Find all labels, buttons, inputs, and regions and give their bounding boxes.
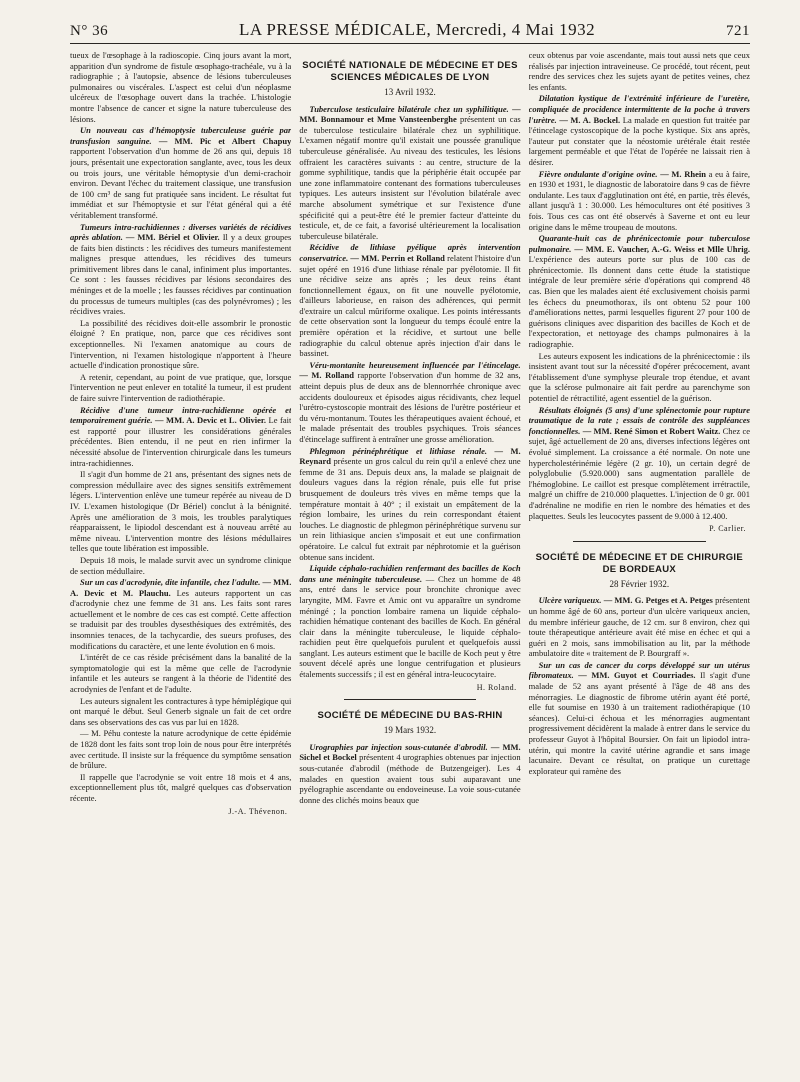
session-date: 19 Mars 1932. <box>383 725 437 736</box>
abstract-body: — Chez un homme de 48 ans, entré dans le service pour bronchite chronique avec laryngite, MM. Favre et Amic ont vu apparaître un syndrome méningé ; la ponction lombaire ramena un liquide céphalo-rachidien hématique contenant des bacilles de Koch. En général clair dans la méningite tuberculeuse, le liquide céphalo-rachidien peut être quelquefois purulent et quelquefois aussi sanglant. Les auteurs estiment que le bacille de Koch peut y être souvent décelé après une longue centrifugation et plusieurs étalements successifs ; il est en général intra-leucocytaire. <box>299 573 521 680</box>
section-divider <box>344 699 477 700</box>
abstract <box>70 125 291 220</box>
abstract-body: a eu à faire, en 1930 et 1931, le diagnostic de laboratoire dans 9 cas de fièvre ondulante. Les taux d'agglutination ont été, en partie, très élevés, allant jusqu'à 1 : 30.000. Les hémocultures ont été positives 3 fois. Tous ces cas ont été observés à Saverne et ont eu leur origine dans le même troupeau de moutons. <box>528 168 750 232</box>
abstract-authors: — MM. Sichel et Bockel <box>299 741 521 763</box>
abstract <box>529 660 750 777</box>
abstract-title: Récidive de lithiase pyélique après intervention conservatrice. <box>299 242 521 263</box>
abstract-body: La malade en question fut traitée par l'étincelage cystoscopique de la poche kystique. Six ans après, l'auteur put constater que la néostomie urétérale était restée largement perméable et que l'état de l'opérée ne laissait rien à désirer. <box>528 114 750 167</box>
abstract-authors: — MM. Perrin et Rolland <box>350 252 445 263</box>
abstract <box>529 93 750 167</box>
abstract-authors: — M. A. Bockel. <box>559 114 621 125</box>
abstract <box>529 233 750 350</box>
paragraph: Depuis 18 mois, le malade survit avec un syndrome clinique de section médullaire. <box>70 554 292 576</box>
society-heading: SOCIÉTÉ NATIONALE DE MÉDECINE ET DES SCIENCES MÉDICALES DE LYON <box>302 60 518 83</box>
page-number: 721 <box>725 23 750 39</box>
abstract <box>70 405 291 469</box>
abstract-authors: — MM. Bonnamour et Mme Vansteenberghe <box>299 103 521 125</box>
abstract-authors: — M. Rolland <box>299 370 354 381</box>
abstract-body: présentent un homme âgé de 60 ans, porteur d'un ulcère variqueux ancien, du membre inférieur gauche, de 12 cm. sur 8 environ, chez qui toute thérapeutique antérieure avait été mise en échec et qui a guéri en 2 mois, sans immobilisation au lit, par la méthode ambulatoire dite « traitement de P. Bourgraff ». <box>528 595 750 659</box>
abstract-title: Quarante-huit cas de phrénicectomie pour tuberculose pulmonaire. <box>528 233 750 254</box>
signature: H. Roland. <box>476 682 517 692</box>
section-divider <box>573 541 706 542</box>
abstract-title: Tumeurs intra-rachidiennes : diverses variétés de récidives après ablation. <box>70 221 292 243</box>
abstract <box>299 242 520 359</box>
abstract <box>299 446 520 563</box>
abstract-body: L'expérience des auteurs porte sur plus de 100 cas de phrénicectomie. Ils donnent dans cette étude la statistique intégrale de leur première série d'opérations qui comprend 48 cas. Bien que les malades aient été exclusivement choisis parmi les échecs du pneumothorax, ils ont obtenu 52 pour 100 d'améliorations nettes, parmi lesquelles figurent 27 pour 100 de guérisons cliniques avec disparition des bacilles de Koch et de l'expectoration, et nettoyage des champs pulmonaires à la radiographie. <box>528 254 750 350</box>
paragraph: Les auteurs signalent les contractures à type hémiplégique qui ont marqué le début. Seul Generb signale un fait de cet ordre dans ses observations des cas vus par lui en 1828. <box>70 695 292 727</box>
abstract-body: rapporte l'observation d'un homme de 32 ans, atteint depuis plus de deux ans de blennorrhée chronique avec accidents douloureux et épisodes aigus récidivants, chez lequel l'urétro-cystoscopie montrait des lésions de l'urètre postérieur et du véru-montanum. Toutes les thérapeutiques avaient échoué, et le malade présentait des troubles psychiques. Trois séances d'étincelage suffirent à entraîner une grosse amélioration. <box>299 370 521 444</box>
abstract-title: Fièvre ondulante d'origine ovine. <box>538 168 658 179</box>
abstract-title: Tuberculose testiculaire bilatérale chez un syphilitique. <box>309 103 509 114</box>
page-header <box>70 20 750 40</box>
abstract <box>299 742 520 806</box>
paragraph: Il s'agit d'un homme de 21 ans, présentant des signes nets de compression médullaire avec des signes sensitifs extrêmement légers. L'intervention enlève une tumeur repérée au niveau de D IV. L'examen histologique (Dr Bériel) conclut à la bénignité. Après une amélioration de 3 mois, les troubles paralytiques réapparaissent, le lipiodol descendant est à nouveau arrêté au même niveau. L'intervention montre des lésions médullaires telles que toute libération est impossible. <box>70 469 292 554</box>
abstract-body: relatent l'histoire d'un sujet opéré en 1916 d'une lithiase rénale par pyélotomie. Il fit une récidive seize ans après ; les deux reins étant fonctionnellement égaux, on fit une nouvelle pyélotomie, d'ailleurs laborieuse, en raison des adhérences, qui permit d'extraire un calcul mûriforme oxalique. Les points intéressants de cette observation sont la longueur du temps écoulé entre la première opération et la récidive, et surtout une belle radiographie du calcul obtenue après injection d'air dans le bassinet. <box>299 252 521 359</box>
signature: P. Carlier. <box>709 524 746 534</box>
abstract <box>299 360 520 445</box>
abstract-body: présentent un cas de tuberculose testiculaire bilatérale chez un syphilitique. L'examen négatif montre qu'il existait une poussée granulique tuberculeuse généralisée. Au niveau des testicules, les lésions offraient les caractères suivants : au centre, structure de la gomme syphilitique, tandis que la périphérie était occupée par une zone inflammatoire contenant des formations tuberculeuses typiques. Les auteurs insistent sur l'évolution bilatérale avec marche absolument symétrique et sur l'existence d'une spécificité qui a peut-être été le premier facteur d'atteinte du testicule, et, de ce fait, a favorisé ultérieurement la localisation tuberculeuse bilatérale. <box>299 114 521 241</box>
abstract-authors: — MM. E. Vaucher, A.-G. Weiss et Mlle Uhrig. <box>574 243 750 254</box>
column-2 <box>299 50 520 1070</box>
society-heading: SOCIÉTÉ DE MÉDECINE ET DE CHIRURGIE DE BORDEAUX <box>535 551 744 575</box>
abstract-body: rapportent l'observation d'un homme de 26 ans qui, depuis 18 jours, présentait une expectoration sanglante, avec, tous les deux ou trois jours, une véritable hémoptysie d'un demi-crachoir environ. Devant l'échec du traitement classique, une transfusion de 100 cm³ de sang fut pratiquée sans incident. Le résultat fut immédiat et sur l'hémoptysie et sur l'état général qui a été véritablement transformé. <box>70 146 292 220</box>
journal-title: LA PRESSE MÉDICALE, Mercredi, 4 Mai 1932 <box>238 20 596 39</box>
issue-number: N° 36 <box>70 23 109 39</box>
abstract-title: Un nouveau cas d'hémoptysie tuberculeuse guérie par transfusion sanguine. <box>70 125 292 146</box>
abstract-authors: — MM. A. Devic et M. Plauchu. <box>70 577 292 598</box>
abstract <box>299 104 520 242</box>
abstract <box>299 563 520 680</box>
abstract-title: Récidive d'une tumeur intra-rachidienne opérée et temporairement guérie. <box>70 404 292 426</box>
paragraph: La possibilité des récidives doit-elle assombrir le pronostic éloigné ? En pratique, non, parce que ces récidives sont exceptionnelles. Ni l'examen anatomique au cours de l'intervention, ni l'examen histologique n'apportent à l'heure actuelle d'indication pronostique sûre. <box>70 317 292 371</box>
abstract-authors: — MM. A. Devic et L. Olivier. <box>155 415 267 426</box>
abstract-body: Il s'agit d'une malade de 52 ans ayant présenté à l'âge de 48 ans des ménorragies. Le diagnostic de fibrome utérin ayant été porté, elle fut soumise en 1930 à un traitement radiothérapique (10 séances). Celui-ci échoua et les ménorragies augmentant progressivement décidèrent la malade à entrer dans le service du professeur Guyot à l'hôpital Boursier. On fait un lipiodol intra-utérin, qui montre la cavité utérine agrandie et sans image lacunaire. Devant ce résultat, on pratique un curettage explorateur qui ramène des <box>528 670 750 776</box>
abstract-title: Résultats éloignés (5 ans) d'une splénectomie pour rupture traumatique de la rate ; essais de contrôle des suppléances fonctionnelles. <box>528 404 750 436</box>
abstract-authors: — MM. Guyot et Courriades. <box>578 670 696 681</box>
abstract-body: présentent 4 urographies obtenues par injection sous-cutanée d'abrodil (méthode de Butzengeiger). Les 4 malades en question avaient tous subi auparavant une pyélographie ascendante ou endoveineuse. La voie sous-cutanée donne des clichés moins beaux que <box>299 752 521 805</box>
abstract-authors: — M. Rhein <box>660 168 706 179</box>
society-heading: SOCIÉTÉ DE MÉDECINE DU BAS-RHIN <box>317 710 503 722</box>
abstract-title: Sur un cas de cancer du corps développé sur un utérus fibromateux. <box>528 659 750 681</box>
abstract <box>529 595 750 659</box>
abstract-authors: — MM. G. Petges et A. Petges <box>603 595 713 606</box>
paragraph: tueux de l'œsophage à la radioscopie. Cinq jours avant la mort, apparition d'un syndrome de fistule œsophago-trachéale, vu à la radiographie ; à l'autopsie, absence de lésions tuberculeuses pulmonaires ou viscérales. L'aspect est celui d'un néoplasme ulcéreux de l'œsophage ouvert dans la trachée. L'histologie montre l'absence de cancer et signe la nature tuberculeuse des lésions. <box>70 50 292 124</box>
abstract-title: Urographies par injection sous-cutanée d'abrodil. <box>309 741 488 752</box>
abstract-body: Le fait est rapporté pour illustrer les considérations générales précédentes. Bien entendu, il ne peut en rien infirmer la nécessité absolue de l'intervention chirurgicale dans les tumeurs intra-rachidiennes. <box>70 415 292 468</box>
paragraph: A retenir, cependant, au point de vue pratique, que, lorsque l'intervention ne peut enlever en totalité la tumeur, il est prudent de faire suivre l'intervention de radiothérapie. <box>70 371 292 403</box>
abstract-title: Phlegmon périnéphrétique et lithiase rénale. <box>309 445 487 456</box>
abstract-title: Dilatation kystique de l'extrémité inférieure de l'uretère, compliquée de procidence intermittente de la poche à travers l'urètre. <box>528 93 750 125</box>
abstract <box>529 405 750 522</box>
abstract-body: Il y a deux groupes de faits bien distincts : les récidives des tumeurs manifestement malignes presque attendues, les récidives des tumeurs primitivement libres dans le canal, infiniment plus importantes. Ce sont : les fausses récidives par lésions secondaires des méninges et de la moelle ; les fausses récidives par continuation du processus de tumeurs multiples (cas des polynévromes) ; les récidives vraies. <box>70 232 292 317</box>
paragraph: Les auteurs exposent les indications de la phrénicectomie : ils insistent avant tout sur la nécessité d'opérer précocement, avant l'établissement d'une symphyse pleurale trop étendue, et avant que la sclérose pulmonaire ait fait perdre au parenchyme son potentiel de rétractilité, agent essentiel de la guérison. <box>528 350 750 403</box>
paragraph: — M. Péhu conteste la nature acrodynique de cette épidémie de 1828 dont les faits sont trop loin de nous pour être interprétés avec certitude. Il insiste sur la fréquence du symptôme sensation de brûlure. <box>70 728 292 771</box>
paragraph: L'intérêt de ce cas réside précisément dans la banalité de la symptomatologie qui est la même que celle de l'acrodynie infantile et les auteurs se rangent à la théorie de l'identité des acrodynies de l'enfant et de l'adulte. <box>70 652 292 695</box>
abstract-title: Liquide céphalo-rachidien renfermant des bacilles de Koch dans une méningite tuberculeuse. <box>299 563 521 584</box>
session-date: 13 Avril 1932. <box>384 87 436 97</box>
text-columns <box>70 50 750 1070</box>
abstract-authors: — MM. René Simon et Robert Waitz. <box>582 425 721 436</box>
abstract-body: présente un gros calcul du rein qu'il a enlevé chez une femme de 31 ans. Depuis deux ans, la malade se plaignait de douleurs vagues dans la région rénale, puis elle fut prise brusquement de douleurs très vives en même temps que la température montait à 40° ; il existait un empâtement de la région lombaire, les urines du rein correspondant étaient louches. Le diagnostic de phlegmon périnéphrétique survenu sur un rein lithiasique ancien s'imposait et eut une confirmation opératoire. Le calcul fut extrait par néphrotomie et la guérison obtenue sans incident. <box>299 456 521 562</box>
abstract-title: Ulcère variqueux. <box>538 595 602 606</box>
paragraph: ceux obtenus par voie ascendante, mais tout aussi nets que ceux réalisés par injection intraveineuse. Ce procédé, tout récent, peut rendre des services chez les sujets ayant de petites veines, chez les enfants. <box>528 50 750 92</box>
signature: J.-A. Thévenon. <box>228 806 288 816</box>
abstract-authors: — MM. Pic et Albert Chapuy <box>158 135 292 146</box>
abstract-title: Sur un cas d'acrodynie, dite infantile, chez l'adulte. <box>80 577 261 588</box>
abstract-authors: — M. Reynard <box>299 445 521 467</box>
abstract <box>70 222 291 317</box>
session-date: 28 Février 1932. <box>609 578 670 589</box>
abstract <box>529 169 750 233</box>
abstract-title: Véru-montanite heureusement influencée par l'étincelage. <box>309 359 521 370</box>
abstract-authors: — MM. Bériel et Olivier. <box>125 232 220 243</box>
abstract-body: Les auteurs rapportent un cas d'acrodynie chez une femme de 31 ans. Les faits sont rares actuellement et le nombre de ces cas est compté. Cette affection se traduisit par des troubles dysesthésiques des extrémités, des insomnies tenaces, de la tachycardie, des sueurs profuses, des modifications du caractère, et une lente évolution en 6 mois. <box>70 587 292 651</box>
column-1 <box>70 50 291 1070</box>
column-3 <box>529 50 750 1070</box>
abstract-body: Chez ce sujet, âgé actuellement de 20 ans, diverses infections légères ont évolué simplement. La croissance a été normale. On note une hypercholestérinémie légère (2 gr. 10), un certain degré de polyglobulie (5.920.000) sans augmentation parallèle de l'hémoglobine. Le caillot est presque complètement irrétractile, malgré un chiffre de 210.000 plaquettes. L'injection de 0 gr. 001 d'adrénaline ne modifie en rien le nombre des hématies et des plaquettes. Seuls les leucocytes passent de 9.000 à 12.400. <box>528 425 750 521</box>
abstract <box>70 577 291 651</box>
paragraph: Il rappelle que l'acrodynie se voit entre 18 mois et 4 ans, exceptionnellement plus tôt, malgré quelques cas d'observation récente. <box>70 771 292 803</box>
header-rule <box>70 43 750 44</box>
